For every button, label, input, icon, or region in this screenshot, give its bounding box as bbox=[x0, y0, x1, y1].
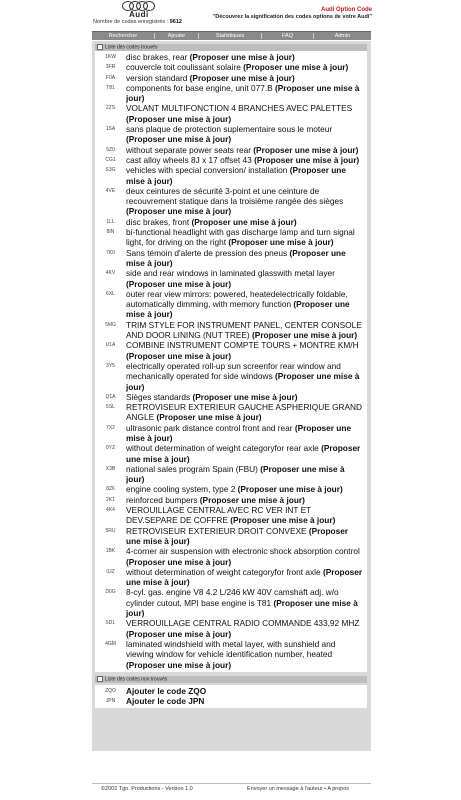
option-code: 3FR bbox=[105, 64, 116, 71]
collapse-toggle-icon[interactable] bbox=[97, 676, 103, 682]
option-text: without separate power seats rear bbox=[126, 144, 251, 155]
option-code: 5D1 bbox=[105, 620, 116, 627]
option-description bbox=[126, 217, 367, 227]
code-row bbox=[95, 62, 367, 72]
option-description bbox=[126, 103, 367, 124]
option-description bbox=[126, 289, 367, 320]
option-text: without determination of weight categoryfor rear axle bbox=[126, 443, 319, 454]
found-codes-list bbox=[95, 51, 367, 672]
code-row bbox=[95, 484, 367, 494]
option-description bbox=[126, 567, 367, 588]
option-text: 8-cyl. gas. engine V8 4.2 L/246 kW 40V camshaft adj. w/o cylinder cutout, MPI base engine is T81 bbox=[126, 587, 339, 608]
option-text: bi-functional headlight with gas discharge lamp and turn signal light, for driving on the right bbox=[126, 227, 355, 248]
option-text: electrically operated roll-up sun screenfor rear window and mechanically operated for side windows bbox=[126, 360, 341, 382]
site-footer bbox=[92, 783, 371, 793]
option-text: deux ceintures de sécurité 3-point et une ceinture de recouvrement statique dans la troisième rangée des sièges bbox=[126, 185, 344, 207]
option-code: 5Z0 bbox=[106, 146, 115, 153]
option-text: VOLANT MULTIFONCTION 4 BRANCHES AVEC PALETTES bbox=[126, 103, 353, 114]
code-row bbox=[95, 289, 367, 320]
propose-update-link[interactable]: (Proposer une mise à jour) bbox=[253, 144, 359, 155]
code-row bbox=[95, 402, 367, 423]
nav-statistiques[interactable]: Statistiques bbox=[215, 33, 245, 39]
option-text: COMBINE INSTRUMENT COMPTE TOURS + MONTRE KM/H bbox=[126, 340, 359, 351]
option-code: 2K1 bbox=[106, 496, 115, 503]
option-description bbox=[126, 155, 367, 165]
option-description bbox=[126, 186, 367, 217]
propose-update-link[interactable]: (Proposer une mise à jour) bbox=[189, 72, 295, 83]
propose-update-link[interactable]: (Proposer une mise à jour) bbox=[192, 391, 298, 402]
option-code: S3G bbox=[105, 167, 116, 174]
option-description bbox=[126, 618, 367, 639]
option-text: reinforced bumpers bbox=[126, 494, 198, 505]
code-row bbox=[95, 73, 367, 83]
option-code: 3Y5 bbox=[106, 362, 115, 369]
propose-update-link[interactable]: (Proposer une mise à jour) bbox=[126, 556, 232, 567]
contact-links[interactable]: Envoyer un message à l'auteur • A propos bbox=[247, 786, 350, 792]
code-row bbox=[95, 546, 367, 567]
collapse-toggle-icon[interactable] bbox=[97, 44, 103, 50]
option-code: F0A bbox=[105, 74, 116, 81]
propose-update-link[interactable]: (Proposer une mise à jour) bbox=[237, 484, 343, 495]
propose-update-link[interactable]: (Proposer une mise à jour) bbox=[189, 52, 295, 62]
propose-update-link[interactable]: (Proposer une mise à jour) bbox=[126, 278, 232, 289]
option-text: engine cooling system, type 2 bbox=[126, 484, 236, 495]
option-text: RETROVISEUR EXTERIEUR GAUCHE ASPHERIQUE GRAND ANGLE bbox=[126, 402, 363, 423]
propose-update-link[interactable]: (Proposer une mise à jour) bbox=[126, 628, 232, 639]
propose-update-link[interactable]: (Proposer une mise à jour) bbox=[126, 443, 361, 464]
code-row bbox=[95, 155, 367, 165]
code-row bbox=[95, 52, 367, 62]
option-code: Q1A bbox=[105, 393, 116, 400]
option-text: 4-corner air suspension with electronic shock absorption control bbox=[126, 546, 360, 557]
option-description bbox=[126, 443, 367, 464]
option-description bbox=[126, 505, 367, 526]
code-row bbox=[95, 103, 367, 124]
propose-update-link[interactable]: (Proposer une mise à jour) bbox=[243, 62, 349, 73]
option-description bbox=[126, 526, 367, 547]
propose-update-link[interactable]: (Proposer une mise à jour) bbox=[126, 165, 346, 186]
propose-update-link[interactable]: (Proposer une mise à jour) bbox=[254, 154, 360, 165]
option-description bbox=[126, 495, 367, 505]
option-text: vehicles with special conversion/ installation bbox=[126, 165, 288, 176]
registered-codes bbox=[93, 19, 182, 25]
propose-update-link[interactable]: (Proposer une mise à jour) bbox=[126, 659, 232, 670]
code-row bbox=[95, 145, 367, 155]
option-code: 6XL bbox=[106, 290, 115, 297]
option-code: 4GM bbox=[105, 640, 116, 647]
propose-update-link[interactable]: (Proposer une mise à jour) bbox=[228, 237, 334, 248]
option-text: laminated windshield with metal layer, with sunshield and viewing window for vehicle identification number, heated bbox=[126, 638, 336, 660]
option-code: 0YZ bbox=[105, 445, 116, 452]
option-text: disc brakes, front bbox=[126, 216, 190, 227]
option-text: national sales program Spain (FBU) bbox=[126, 463, 258, 474]
propose-update-link[interactable]: (Proposer une mise à jour) bbox=[126, 247, 346, 268]
registered-count: 9612 bbox=[169, 19, 182, 25]
option-text: RETROVISEUR EXTERIEUR DROIT CONVEXE bbox=[126, 525, 307, 536]
code-row bbox=[95, 186, 367, 217]
propose-update-link[interactable]: (Proposer une mise à jour) bbox=[230, 515, 336, 526]
code-row bbox=[95, 495, 367, 505]
option-code: 7K0 bbox=[106, 249, 115, 256]
propose-update-link[interactable]: (Proposer une mise à jour) bbox=[126, 134, 232, 145]
propose-update-link[interactable]: (Proposer une mise à jour) bbox=[126, 597, 358, 619]
option-text: VERROUILLAGE CENTRAL RADIO COMMANDE 433,92 MHZ bbox=[126, 618, 360, 629]
code-row bbox=[95, 248, 367, 269]
option-code: 1LL bbox=[106, 218, 115, 225]
propose-update-link[interactable]: (Proposer une mise à jour) bbox=[126, 422, 352, 443]
option-description bbox=[126, 227, 367, 248]
option-code: 4KV bbox=[105, 270, 116, 277]
option-description bbox=[126, 361, 367, 392]
missing-code: ZQO bbox=[105, 687, 116, 694]
code-row bbox=[95, 443, 367, 464]
option-text: outer rear view mirrors: powered, heatedelectrically foldable, automatically dimming, with memory function bbox=[126, 288, 348, 310]
nav-admin[interactable]: Admin bbox=[334, 33, 351, 39]
not-found-codes-list bbox=[95, 685, 367, 709]
code-row bbox=[95, 392, 367, 402]
code-row bbox=[95, 268, 367, 289]
brand-name: Audi bbox=[129, 10, 149, 19]
code-row bbox=[95, 227, 367, 248]
site-header bbox=[0, 0, 461, 30]
option-code: X3B bbox=[105, 465, 116, 472]
option-text: without determination of weight categoryfor front axle bbox=[126, 566, 321, 577]
option-text: components for base engine, unit 077.B bbox=[126, 82, 273, 93]
option-description bbox=[126, 145, 367, 155]
option-code: D0G bbox=[105, 589, 116, 596]
propose-update-link[interactable]: (Proposer une mise à jour) bbox=[126, 463, 345, 485]
code-row bbox=[95, 217, 367, 227]
option-text: Sans témoin d'alerte de pression des pneus bbox=[126, 247, 288, 258]
option-code: 5MG bbox=[105, 321, 116, 328]
app-title: Audi Option Code bbox=[321, 7, 372, 13]
option-code: T81 bbox=[106, 84, 115, 91]
option-description bbox=[126, 464, 367, 485]
code-row bbox=[95, 320, 367, 341]
option-text: ultrasonic park distance control front and rear bbox=[126, 422, 293, 433]
main-nav bbox=[92, 31, 371, 40]
nav-rechercher[interactable]: Rechercher bbox=[108, 33, 138, 39]
option-code: 4K4 bbox=[106, 507, 115, 514]
option-description bbox=[126, 52, 367, 62]
propose-update-link[interactable]: (Proposer une mise à jour) bbox=[191, 216, 297, 227]
option-code: 0JZ bbox=[106, 568, 115, 575]
option-code: 8Z6 bbox=[106, 486, 115, 493]
option-description bbox=[126, 546, 367, 567]
missing-code-row bbox=[95, 686, 367, 696]
audi-logo[interactable] bbox=[122, 1, 162, 19]
option-text: sans plaque de protection suplementaire sous le moteur bbox=[126, 124, 333, 135]
propose-update-link[interactable]: (Proposer une mise à jour) bbox=[126, 525, 349, 546]
option-text: Sièges standards bbox=[126, 391, 191, 402]
option-code: 4VE bbox=[105, 187, 116, 194]
propose-update-link[interactable]: (Proposer une mise à jour) bbox=[126, 113, 232, 124]
code-row bbox=[95, 618, 367, 639]
option-text: cast alloy wheels 8J x 17 offset 43 bbox=[126, 154, 252, 165]
tagline: "Découvrez la signification des codes options de votre Audi" bbox=[212, 14, 372, 20]
missing-code: JPN bbox=[105, 698, 116, 705]
option-description bbox=[126, 587, 367, 618]
code-row bbox=[95, 423, 367, 444]
option-description bbox=[126, 639, 367, 670]
content-panel bbox=[92, 41, 371, 751]
propose-update-link[interactable]: (Proposer une mise à jour) bbox=[126, 566, 363, 588]
option-code: 1SA bbox=[105, 126, 116, 133]
option-code: 5SL bbox=[106, 404, 115, 411]
option-text: side and rear windows in laminated glasswith metal layer bbox=[126, 268, 335, 279]
propose-update-link[interactable]: (Proposer une mise à jour) bbox=[126, 82, 360, 104]
option-code: CG1 bbox=[105, 156, 116, 163]
code-row bbox=[95, 464, 367, 485]
option-code: 1KW bbox=[105, 54, 116, 60]
propose-update-link[interactable]: (Proposer une mise à jour) bbox=[199, 494, 305, 505]
propose-update-link[interactable]: (Proposer une mise à jour) bbox=[126, 299, 350, 320]
add-code-link[interactable]: Ajouter le code ZQO bbox=[126, 685, 207, 696]
code-row bbox=[95, 361, 367, 392]
option-code: 7X2 bbox=[106, 424, 115, 431]
option-description bbox=[126, 165, 367, 186]
code-row bbox=[95, 567, 367, 588]
option-description bbox=[126, 402, 367, 423]
option-description bbox=[126, 83, 367, 104]
code-row bbox=[95, 83, 367, 104]
option-description bbox=[126, 62, 367, 72]
option-code: 2ZS bbox=[105, 105, 116, 112]
option-text: couvercle toit coulissant solaire bbox=[126, 62, 241, 73]
option-code: 5RU bbox=[105, 527, 116, 534]
option-text: disc brakes, rear bbox=[126, 52, 188, 62]
code-row bbox=[95, 639, 367, 670]
option-description bbox=[126, 340, 367, 361]
nav-ajouter[interactable]: Ajouter bbox=[167, 33, 186, 39]
option-description bbox=[126, 392, 367, 402]
found-codes-header[interactable] bbox=[95, 44, 367, 51]
propose-update-link[interactable]: (Proposer une mise à jour) bbox=[156, 412, 262, 423]
option-description bbox=[126, 268, 367, 289]
code-row bbox=[95, 526, 367, 547]
propose-update-link[interactable]: (Proposer une mise à jour) bbox=[252, 330, 358, 341]
propose-update-link[interactable]: (Proposer une mise à jour) bbox=[126, 350, 232, 361]
option-code: 1BK bbox=[105, 548, 116, 555]
add-code-link[interactable]: Ajouter le code JPN bbox=[126, 696, 205, 707]
option-text: version standard bbox=[126, 72, 188, 83]
option-description bbox=[126, 248, 367, 269]
option-description bbox=[126, 484, 367, 494]
found-codes-title: Liste des codes trouvés bbox=[105, 44, 158, 51]
option-text: VEROUILLAGE CENTRAL AVEC RC VER INT ET DEV.SEPARE DE COFFRE bbox=[126, 505, 312, 526]
option-description bbox=[126, 124, 367, 145]
option-description bbox=[126, 73, 367, 83]
code-row bbox=[95, 124, 367, 145]
code-row bbox=[95, 505, 367, 526]
option-code: 8IN bbox=[106, 229, 115, 236]
copyright: ©2002 Tgo. Productions - Version 1.0 bbox=[101, 786, 193, 792]
missing-code-row bbox=[95, 696, 367, 706]
option-text: TRIM STYLE FOR INSTRUMENT PANEL, CENTER CONSOLE AND DOOR LINING (NUT TREE) bbox=[126, 319, 362, 341]
propose-update-link[interactable]: (Proposer une mise à jour) bbox=[126, 206, 232, 217]
option-description bbox=[126, 423, 367, 444]
registered-label: Nombre de codes enregistrés : bbox=[93, 19, 169, 25]
propose-update-link[interactable]: (Proposer une mise à jour) bbox=[126, 371, 360, 392]
option-code: U1A bbox=[105, 342, 116, 349]
code-row bbox=[95, 165, 367, 186]
code-row bbox=[95, 587, 367, 618]
not-found-codes-header[interactable] bbox=[95, 676, 367, 683]
nav-faq[interactable]: FAQ bbox=[281, 33, 293, 39]
code-row bbox=[95, 340, 367, 361]
option-description bbox=[126, 320, 367, 341]
not-found-codes-title: Liste des codes non trouvés bbox=[105, 676, 168, 683]
